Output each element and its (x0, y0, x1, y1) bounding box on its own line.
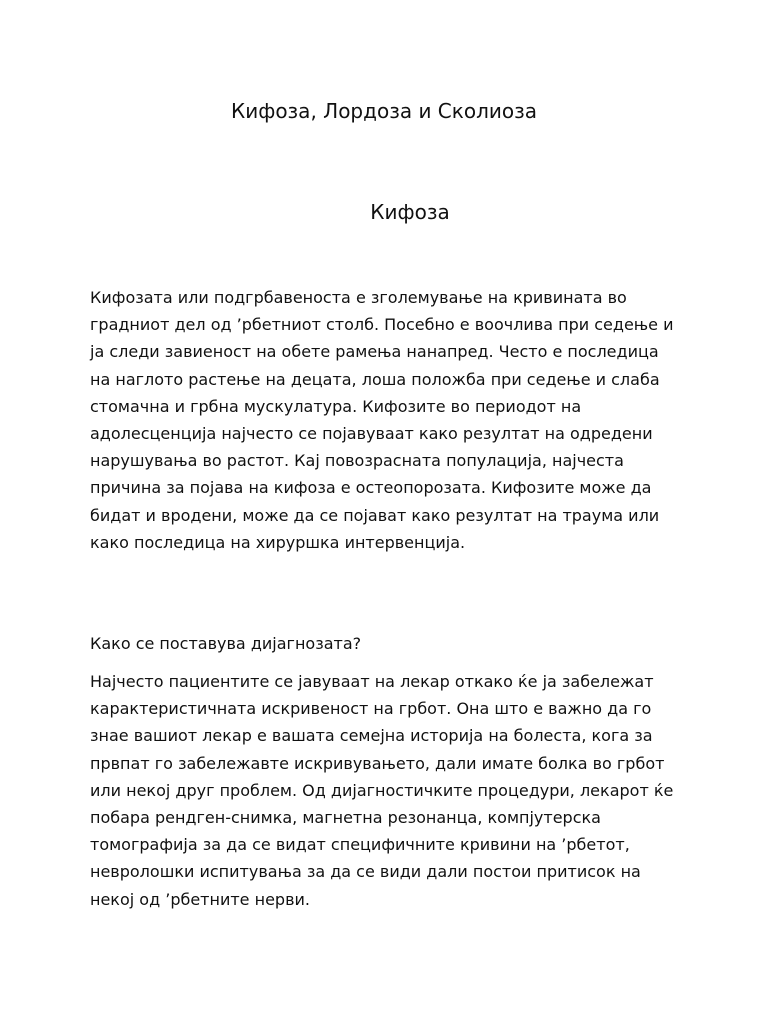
paragraph-diagnosis: Најчесто пациентите се јавуваат на лекар откако ќе ја забележат карактеристичната искривеност на грбот. Она што е важно да го знае вашиот лекар е вашата семејна историја на болеста, кога за првпат го забележавте искривувањето, дали имате болка во грбот или некој друг проблем. Од дијагностичките процедури, лекарот ќе побара рендген-снимка, магнетна резонанца, компјутерска томографија за да се видат специфичните кривини на ’рбетот, невролошки испитувања за да се види дали постои притисок на некој од ’рбетните нерви. (90, 672, 674, 909)
paragraph-kyphosis-description: Кифозата или подгрбавеноста е зголемување на кривината во градниот дел од ’рбетниот столб. Посебно е воочлива при седење и ја следи завиеност на обете рамења нанапред. Често е последица на наглото растење на децата, лоша положба при седење и слаба стомачна и грбна мускулатура. Кифозите во периодот на адолесценција најчесто се појавуваат како резултат на одредени нарушувања во растот. Кај повозрасната популација, најчеста причина за појава на кифоза е остеопорозата. Кифозите може да бидат и вродени, може да се појават како резултат на траума или како последица на хируршка интервенција. (90, 288, 674, 552)
section-heading: Кифоза (370, 200, 450, 224)
diagnosis-subheading: Како се поставува дијагнозата? (90, 634, 362, 653)
document-title: Кифоза, Лордоза и Сколиоза (231, 99, 537, 123)
